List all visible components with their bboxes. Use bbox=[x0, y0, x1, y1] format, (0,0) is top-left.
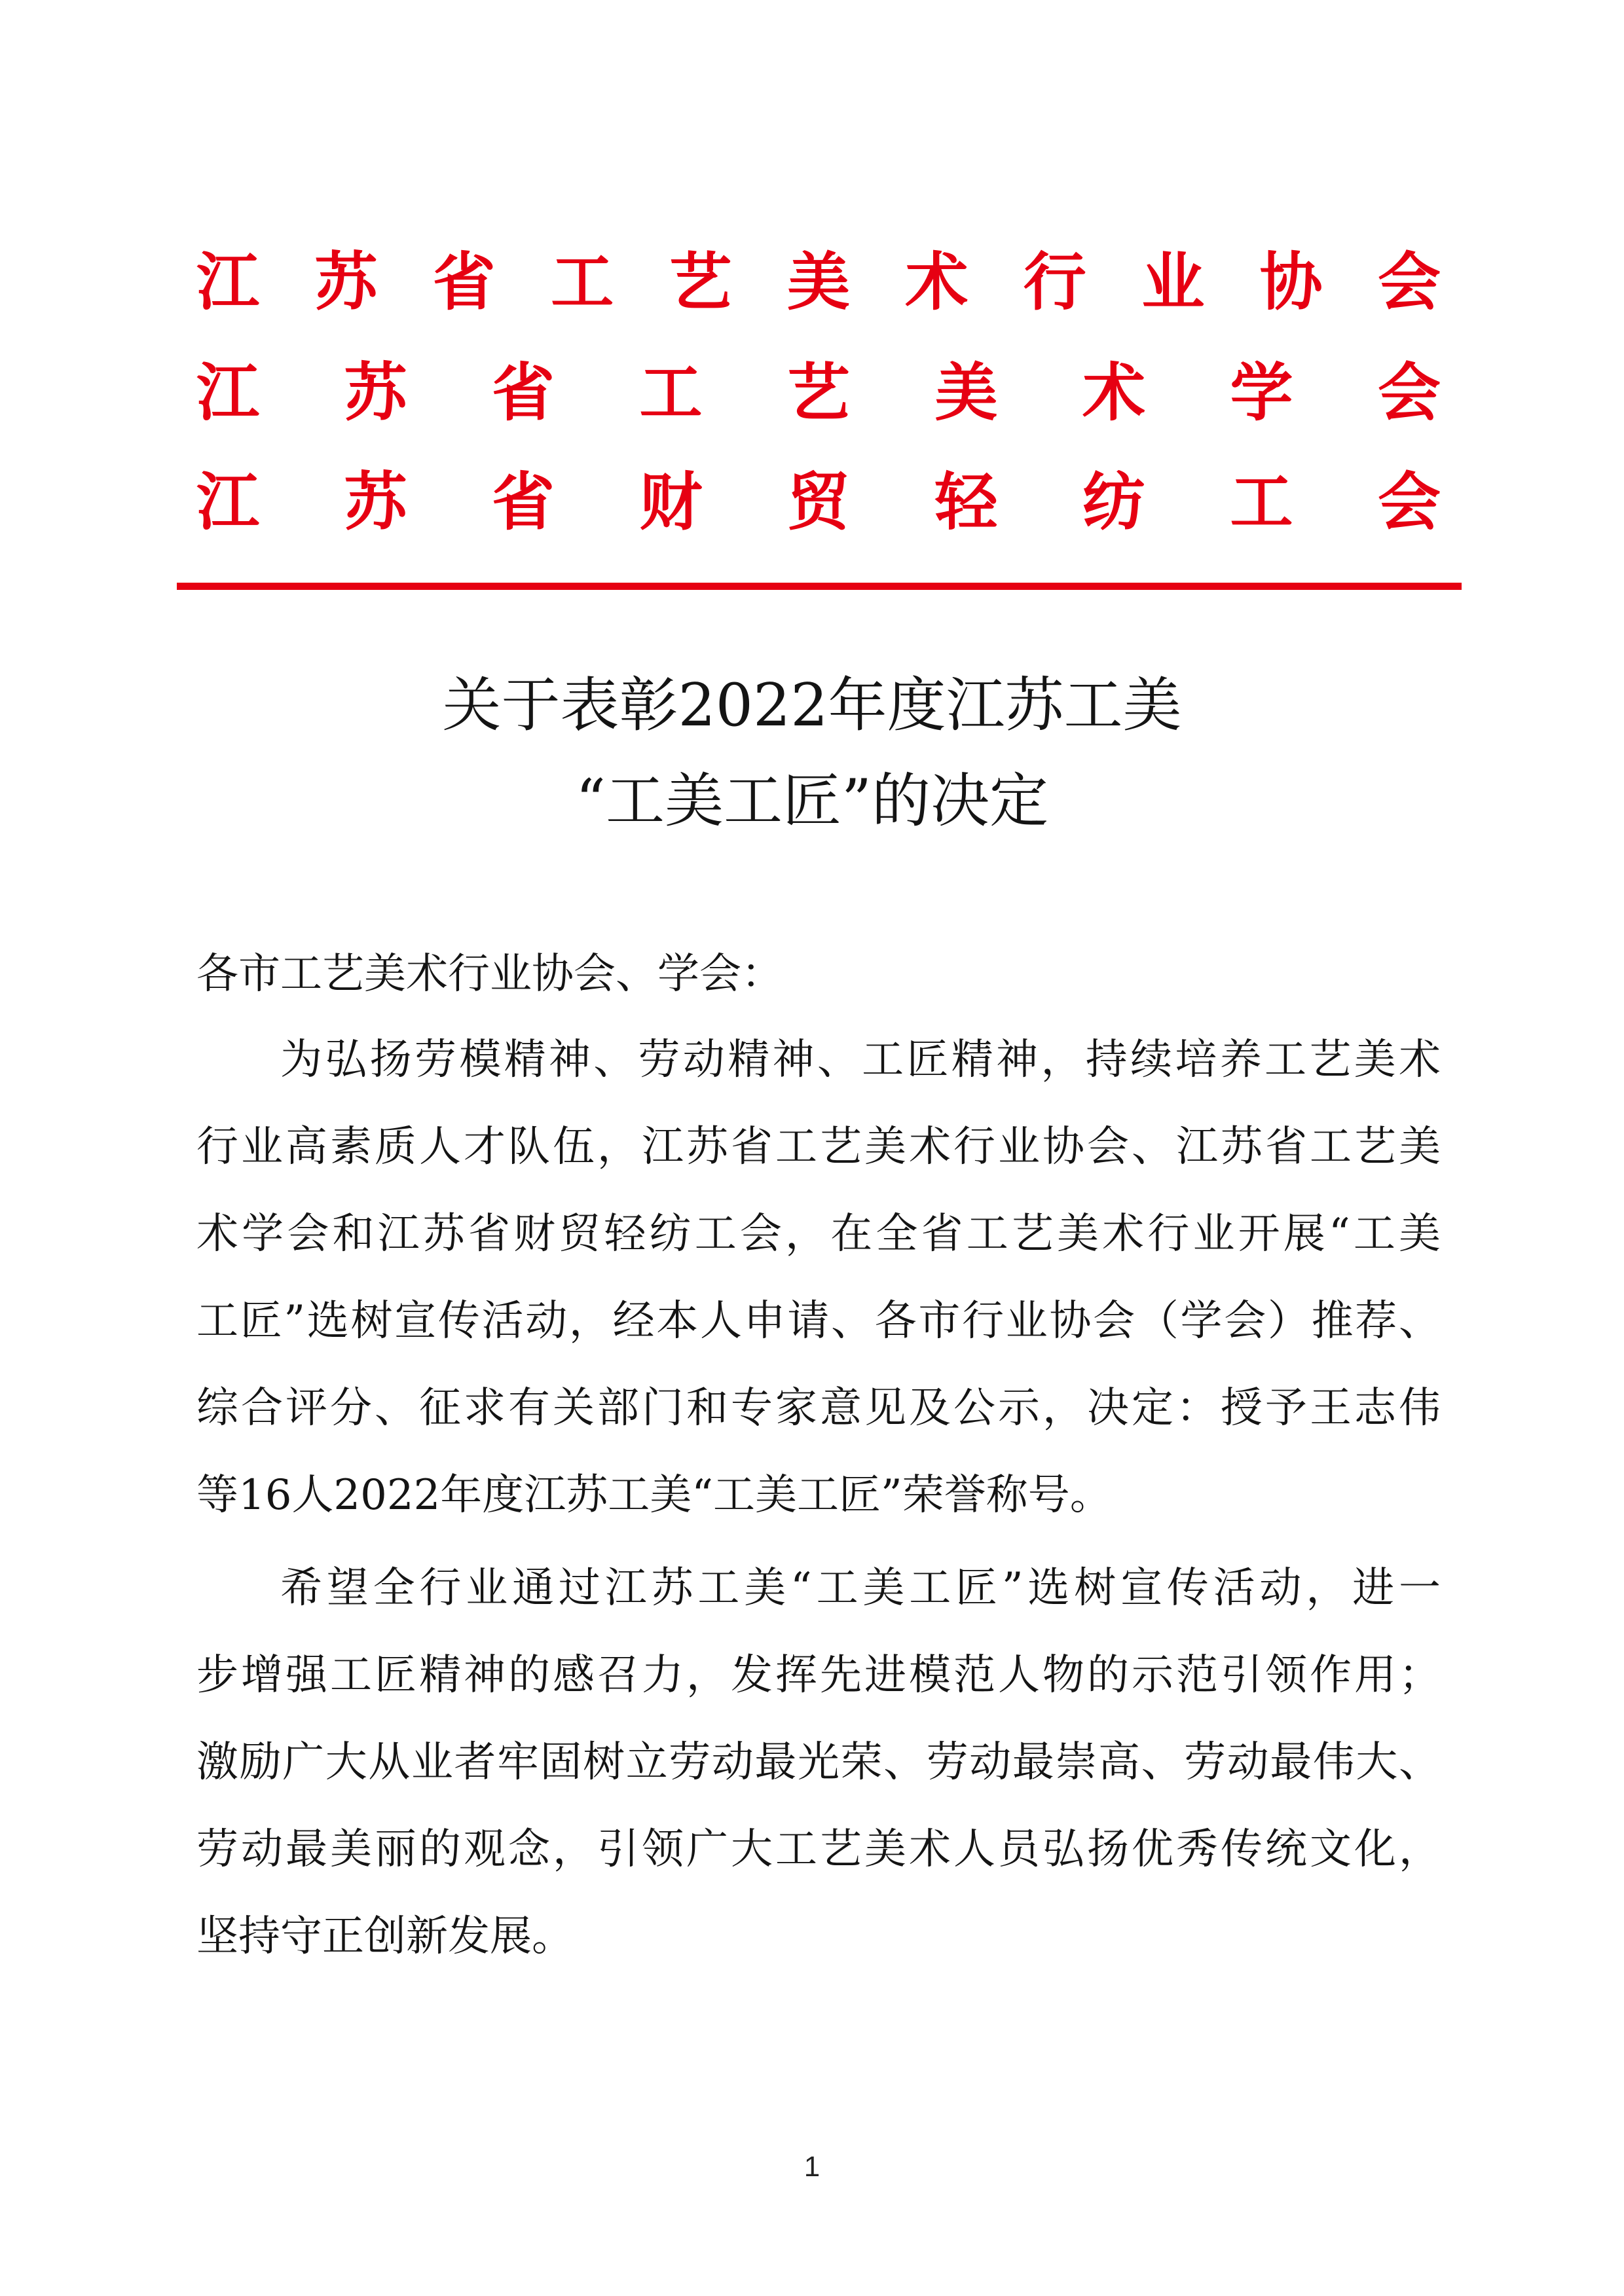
title-line: 关于表彰2022年度江苏工美 bbox=[442, 671, 1182, 740]
paragraph-line: 工匠”选树宣传活动，经本人申请、各市行业协会（学会）推荐、 bbox=[196, 1297, 1441, 1345]
letterhead-org-name: 江苏省工艺美术学会 bbox=[196, 355, 1441, 429]
paragraph-line: 综合评分、征求有关部门和专家意见及公示，决定：授予王志伟 bbox=[196, 1384, 1441, 1432]
paragraph-line: 为弘扬劳模精神、劳动精神、工匠精神，持续培养工艺美术 bbox=[280, 1036, 1441, 1084]
paragraph-line: 步增强工匠精神的感召力，发挥先进模范人物的示范引领作用； bbox=[196, 1651, 1441, 1700]
paragraph-line: 希望全行业通过江苏工美“工美工匠”选树宣传活动，进一 bbox=[280, 1564, 1441, 1613]
paragraph-line: 坚持守正创新发展。 bbox=[196, 1912, 574, 1961]
title-line: “工美工匠”的决定 bbox=[575, 767, 1049, 835]
paragraph-line: 等16人2022年度江苏工美“工美工匠”荣誉称号。 bbox=[196, 1471, 1112, 1520]
letterhead-org-name: 江苏省工艺美术行业协会 bbox=[196, 245, 1441, 319]
page-number: 1 bbox=[803, 2151, 821, 2183]
paragraph-line: 劳动最美丽的观念，引领广大工艺美术人员弘扬优秀传统文化， bbox=[196, 1825, 1441, 1874]
paragraph-line: 激励广大从业者牢固树立劳动最光荣、劳动最崇高、劳动最伟大、 bbox=[196, 1738, 1441, 1787]
salutation: 各市工艺美术行业协会、学会： bbox=[196, 950, 783, 998]
letterhead-org-name: 江苏省财贸轻纺工会 bbox=[196, 465, 1441, 539]
letterhead-red-rule bbox=[177, 583, 1462, 590]
paragraph-line: 术学会和江苏省财贸轻纺工会，在全省工艺美术行业开展“工美 bbox=[196, 1210, 1441, 1258]
paragraph-line: 行业高素质人才队伍，江苏省工艺美术行业协会、江苏省工艺美 bbox=[196, 1123, 1441, 1171]
